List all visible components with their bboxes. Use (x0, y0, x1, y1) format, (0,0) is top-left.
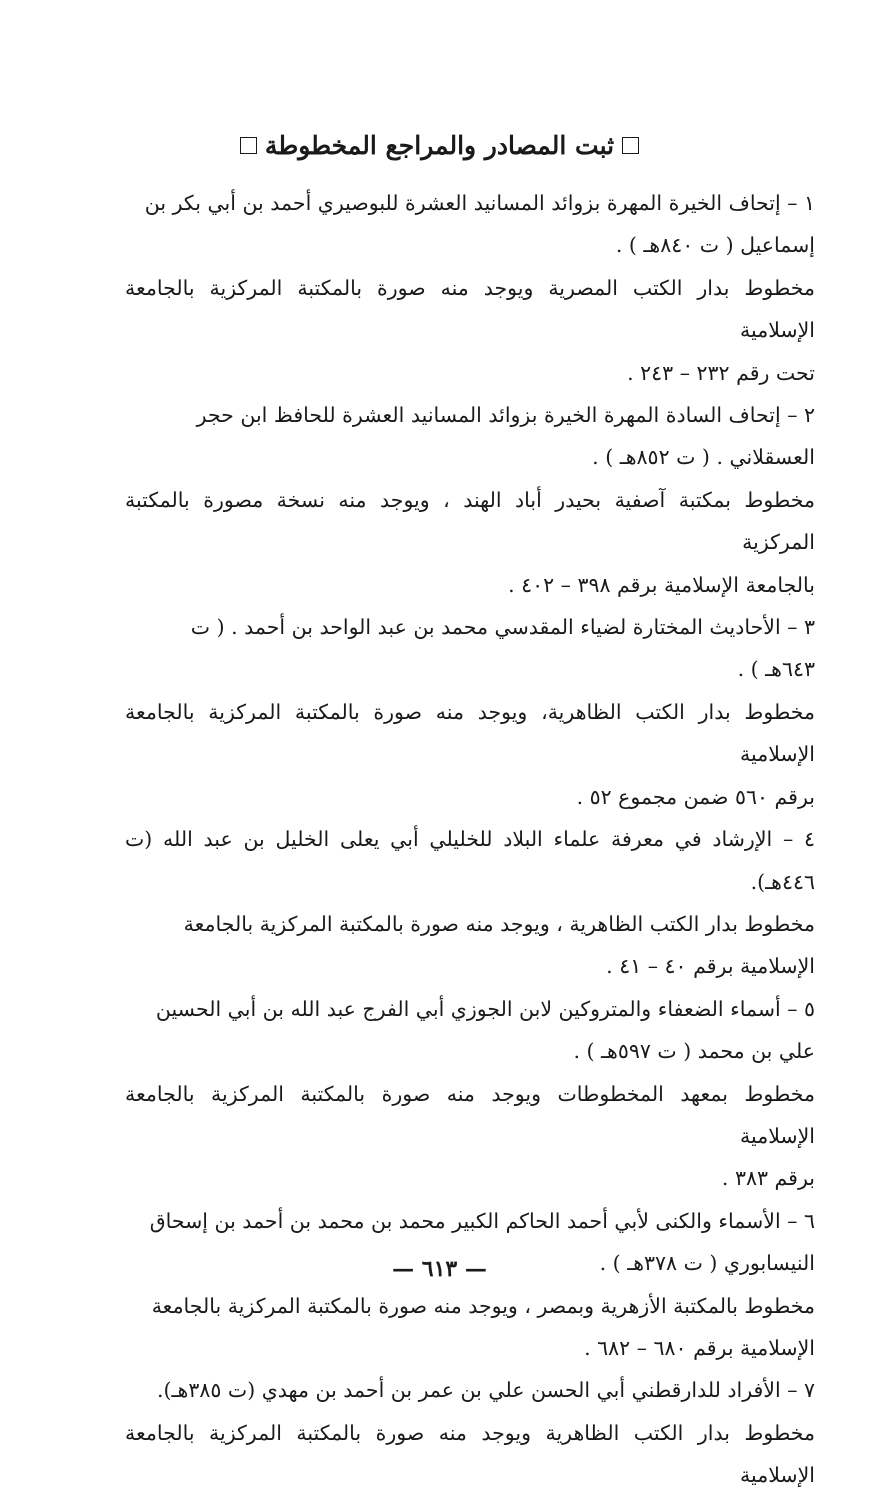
square-bullet-icon (240, 137, 257, 154)
entry-note-continued: بالجامعة الإسلامية برقم ٣٩٨ – ٤٠٢ . (508, 572, 815, 597)
entry-title-continued: العسقلاني . ( ت ٨٥٢هـ ) . (592, 445, 815, 470)
entry-note-continued: برقم ٥٦٠ ضمن مجموع ٥٢ . (576, 784, 815, 809)
section-heading-text: ثبت المصادر والمراجع المخطوطة (264, 131, 615, 160)
manuscript-list (125, 182, 815, 1497)
entry-note: مخطوط بدار الكتب الظاهرية ، ويوجد منه صورة بالمكتبة المركزية بالجامعة (183, 911, 815, 936)
entry-title: ٥ – أسماء الضعفاء والمتروكين لابن الجوزي أبي الفرج عبد الله بن أبي الحسين (155, 996, 815, 1021)
entry-title-continued: ٦٤٣هـ ) . (737, 657, 815, 682)
list-item (125, 988, 815, 1200)
page-number: — ٦١٣ — (392, 1256, 487, 1282)
entry-note-continued: تحت رقم ٢٣٢ – ٢٤٣ . (627, 360, 815, 385)
entry-note: مخطوط بمعهد المخطوطات ويوجد منه صورة بالمكتبة المركزية بالجامعة الإسلامية (125, 1081, 815, 1148)
entry-note: مخطوط بدار الكتب المصرية ويوجد منه صورة بالمكتبة المركزية بالجامعة الإسلامية (125, 275, 815, 343)
entry-title: ٦ – الأسماء والكنى لأبي أحمد الحاكم الكبير محمد بن محمد بن أحمد بن إسحاق (149, 1208, 815, 1233)
entry-title-continued: إسماعيل ( ت ٨٤٠هـ ) . (615, 233, 815, 258)
square-bullet-icon (622, 137, 639, 154)
entry-note: مخطوط بالمكتبة الأزهرية وبمصر ، ويوجد منه صورة بالمكتبة المركزية بالجامعة (151, 1293, 815, 1318)
list-item (125, 1200, 815, 1370)
section-heading (0, 128, 879, 164)
list-item (125, 1369, 815, 1496)
entry-title: ٤ – الإرشاد في معرفة علماء البلاد للخليلي أبي يعلى الخليل بن عبد الله (ت ٤٤٦هـ). (125, 827, 815, 894)
entry-title: ٧ – الأفراد للدارقطني أبي الحسن علي بن عمر بن أحمد بن مهدي (ت ٣٨٥هـ). (157, 1378, 815, 1403)
entry-title: ٢ – إتحاف السادة المهرة الخيرة بزوائد المسانيد العشرة للحافظ ابن حجر (196, 403, 815, 428)
entry-title: ١ – إتحاف الخيرة المهرة بزوائد المسانيد العشرة للبوصيري أحمد بن أبي بكر بن (144, 191, 815, 215)
list-item (125, 182, 815, 394)
entry-note: مخطوط بدار الكتب الظاهرية ويوجد منه صورة بالمكتبة المركزية بالجامعة الإسلامية (125, 1420, 815, 1488)
list-item (125, 606, 815, 818)
entry-title-continued: النيسابوري ( ت ٣٧٨هـ ) . (599, 1251, 815, 1276)
list-item (125, 394, 815, 606)
entry-note-continued: الإسلامية برقم ٦٨٠ – ٦٨٢ . (584, 1335, 815, 1360)
entry-note-continued: برقم ٣٨٣ . (721, 1166, 815, 1191)
entry-note: مخطوط بدار الكتب الظاهرية، ويوجد منه صورة بالمكتبة المركزية بالجامعة الإسلامية (125, 699, 815, 767)
entry-note-continued: الإسلامية برقم ٤٠ – ٤١ . (606, 954, 815, 979)
list-item (125, 818, 815, 988)
entry-note: مخطوط بمكتبة آصفية بحيدر أباد الهند ، ويوجد منه نسخة مصورة بالمكتبة المركزية (125, 487, 815, 555)
entry-title: ٣ – الأحاديث المختارة لضياء المقدسي محمد بن عبد الواحد بن أحمد . ( ت (190, 615, 815, 640)
entry-title-continued: علي بن محمد ( ت ٥٩٧هـ ) . (573, 1039, 815, 1064)
